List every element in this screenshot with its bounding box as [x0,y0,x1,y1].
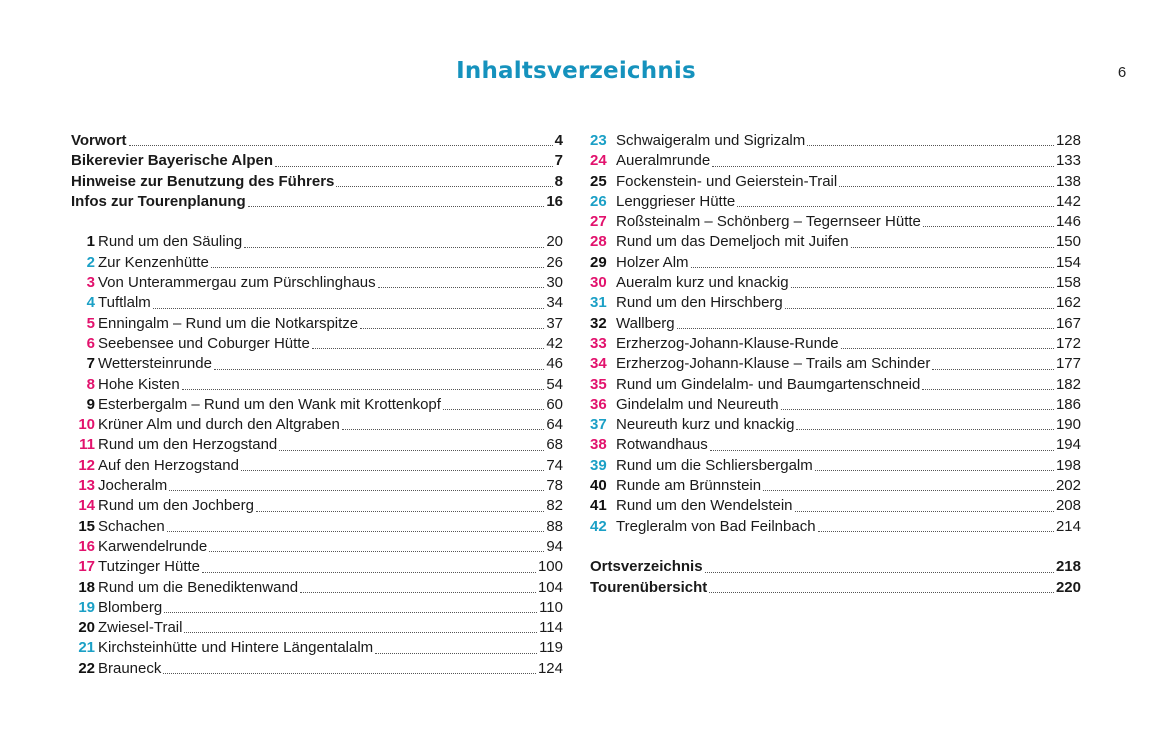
page-reference: 154 [1055,253,1081,271]
dot-leader [248,205,545,207]
toc-tour-entry [590,496,1081,516]
toc-section-entry [590,578,1081,598]
dot-leader [312,347,544,349]
page-reference: 186 [1055,395,1081,413]
page-reference: 202 [1055,477,1081,495]
appendix-list [590,557,1081,598]
page-reference: 114 [539,619,563,637]
tour-number: 2 [86,253,95,271]
dot-leader [807,144,1054,146]
page-reference: 167 [1055,314,1081,332]
dot-leader [164,611,537,613]
tour-number: 25 [590,172,607,190]
page-reference: 194 [1055,436,1081,454]
toc-tour-entry [590,334,1081,354]
dot-leader [214,368,544,370]
dot-leader [795,510,1054,512]
toc-tour-entry [590,354,1081,374]
page-reference: 82 [546,497,563,515]
dot-leader [163,672,536,674]
toc-tour-entry [71,253,563,273]
tour-number: 11 [79,436,95,454]
page-reference: 220 [1055,578,1081,596]
tour-number: 16 [78,537,95,555]
dot-leader [791,286,1054,288]
tour-number: 5 [86,314,95,332]
page-reference: 88 [546,517,563,535]
entry-title: Rund um den Hirschberg [616,294,783,312]
dot-leader [705,571,1054,573]
page-reference: 26 [546,253,563,271]
tour-list-left [71,232,563,679]
tour-number: 28 [590,233,607,251]
page-reference: 46 [546,355,563,373]
entry-title: Lenggrieser Hütte [616,192,736,210]
toc-tour-entry [71,415,563,435]
page-reference: 142 [1055,192,1081,210]
page-reference: 138 [1055,172,1081,190]
page-reference: 20 [546,233,563,251]
toc-tour-entry [71,638,563,658]
page-reference: 208 [1055,497,1081,515]
entry-title: Zur Kenzenhütte [98,253,209,271]
entry-title: Rund um den Herzogstand [98,436,278,454]
dot-leader [785,307,1054,309]
toc-tour-entry [71,557,563,577]
dot-leader [796,428,1054,430]
toc-tour-entry [590,192,1081,212]
tour-number: 40 [590,477,607,495]
entry-title: Vorwort [71,132,127,149]
entry-title: Jocheralm [98,477,168,495]
toc-tour-entry [71,496,563,516]
toc-tour-entry [590,131,1081,151]
toc-tour-entry [71,435,563,455]
tour-number: 21 [78,639,95,657]
page-reference: 74 [546,456,563,474]
dot-leader [818,530,1054,532]
page-reference: 78 [546,477,563,495]
tour-number: 29 [590,253,607,271]
toc-section-entry [590,557,1081,577]
entry-title: Zwiesel-Trail [98,619,183,637]
entry-title: Roßsteinalm – Schönberg – Tegernseer Hütte [616,213,921,231]
dot-leader [336,185,552,187]
entry-title: Von Unterammergau zum Pürschlinghaus [98,274,376,292]
entry-title: Hinweise zur Benutzung des Führers [71,172,335,190]
tour-number: 14 [78,497,95,515]
page-number: 6 [1117,64,1127,81]
tour-list-right [590,131,1081,537]
toc-tour-entry [590,375,1081,395]
entry-title: Karwendelrunde [98,537,208,555]
tour-number: 3 [86,274,95,292]
tour-number: 33 [590,334,607,352]
page-reference: 124 [537,659,563,677]
dot-leader [300,591,536,593]
toc-tour-entry [590,517,1081,537]
entry-title: Brauneck [98,659,162,677]
toc-tour-entry [71,395,563,415]
tour-number: 41 [590,497,607,515]
entry-title: Kirchsteinhütte und Hintere Längentalalm [98,639,374,657]
toc-right-column [590,131,1081,598]
entry-title: Wallberg [616,314,675,332]
tour-number: 6 [86,334,95,352]
dot-leader [279,449,544,451]
entry-title: Erzherzog-Johann-Klause-Runde [616,334,839,352]
dot-leader [244,246,544,248]
tour-number: 4 [86,294,95,312]
entry-title: Wettersteinrunde [98,355,212,373]
toc-tour-entry [71,618,563,638]
toc-tour-entry [71,476,563,496]
dot-leader [839,185,1054,187]
dot-leader [211,266,544,268]
tour-number: 35 [590,375,607,393]
toc-section-entry [71,151,563,171]
dot-leader [851,246,1054,248]
toc-tour-entry [71,273,563,293]
entry-title: Aueralm kurz und knackig [616,274,789,292]
page-reference: 8 [554,172,563,190]
page-reference: 119 [539,639,563,657]
entry-title: Tregleralm von Bad Feilnbach [616,517,816,535]
dot-leader [932,368,1054,370]
toc-left-column [71,131,563,679]
section-gap [590,537,1081,557]
page-reference: 158 [1055,274,1081,292]
page-reference: 133 [1055,152,1081,170]
toc-tour-entry [71,232,563,252]
entry-title: Seebensee und Coburger Hütte [98,334,310,352]
entry-title: Holzer Alm [616,253,689,271]
tour-number: 10 [78,416,95,434]
entry-title: Bikerevier Bayerische Alpen [71,152,274,170]
dot-leader [129,144,553,146]
dot-leader [202,571,536,573]
entry-title: Rund um den Säuling [98,233,243,251]
tour-number: 32 [590,314,607,332]
entry-title: Rund um den Wendelstein [616,497,793,515]
intro-list [71,131,563,212]
dot-leader [375,652,537,654]
page-reference: 34 [546,294,563,312]
toc-tour-entry [590,172,1081,192]
tour-number: 38 [590,436,607,454]
entry-title: Enningalm – Rund um die Notkarspitze [98,314,359,332]
section-gap [71,212,563,232]
dot-leader [841,347,1054,349]
dot-leader [153,307,545,309]
dot-leader [677,327,1054,329]
entry-title: Hohe Kisten [98,375,180,393]
entry-title: Tourenübersicht [590,578,708,596]
entry-title: Runde am Brünnstein [616,477,762,495]
page-reference: 190 [1055,416,1081,434]
dot-leader [709,591,1054,593]
entry-title: Blomberg [98,598,163,616]
toc-tour-entry [71,314,563,334]
page-reference: 218 [1055,558,1081,576]
toc-tour-entry [590,293,1081,313]
toc-tour-entry [71,537,563,557]
entry-title: Schwaigeralm und Sigrizalm [616,132,806,149]
toc-tour-entry [590,456,1081,476]
page-reference: 100 [537,558,563,576]
toc-tour-entry [71,375,563,395]
page-reference: 42 [546,334,563,352]
dot-leader [342,428,544,430]
tour-number: 20 [78,619,95,637]
page-reference: 162 [1055,294,1081,312]
page-reference: 37 [546,314,563,332]
page-reference: 68 [546,436,563,454]
tour-number: 22 [78,659,95,677]
dot-leader [184,631,537,633]
dot-leader [763,489,1054,491]
toc-tour-entry [590,415,1081,435]
tour-number: 17 [78,558,95,576]
toc-section-entry [71,192,563,212]
page-reference: 150 [1055,233,1081,251]
tour-number: 27 [590,213,607,231]
page-reference: 146 [1055,213,1081,231]
toc-tour-entry [71,456,563,476]
toc-tour-entry [71,659,563,679]
toc-tour-entry [71,354,563,374]
page-reference: 198 [1055,456,1081,474]
dot-leader [712,165,1054,167]
toc-tour-entry [590,435,1081,455]
page-reference: 16 [546,192,563,210]
dot-leader [781,408,1054,410]
toc-tour-entry [590,253,1081,273]
tour-number: 39 [590,456,607,474]
entry-title: Rund um Gindelalm- und Baumgartenschneid [616,375,921,393]
tour-number: 30 [590,274,607,292]
dot-leader [275,165,553,167]
dot-leader [378,286,545,288]
page-reference: 64 [546,416,563,434]
toc-tour-entry [590,395,1081,415]
toc-tour-entry [71,334,563,354]
entry-title: Esterbergalm – Rund um den Wank mit Krottenkopf [98,395,441,413]
entry-title: Gindelalm und Neureuth [616,395,779,413]
toc-tour-entry [590,232,1081,252]
toc-section-entry [71,172,563,192]
tour-number: 1 [86,233,95,251]
toc-section-entry [71,131,563,151]
dot-leader [923,225,1054,227]
entry-title: Infos zur Tourenplanung [71,192,246,210]
tour-number: 19 [78,598,95,616]
tour-number: 12 [78,456,95,474]
tour-number: 8 [86,375,95,393]
entry-title: Rund um die Benediktenwand [98,578,299,596]
page-reference: 7 [554,152,563,170]
entry-title: Rotwandhaus [616,436,708,454]
tour-number: 36 [590,395,607,413]
page-reference: 104 [537,578,563,596]
dot-leader [167,530,545,532]
toc-tour-entry [590,476,1081,496]
entry-title: Rund um das Demeljoch mit Juifen [616,233,849,251]
dot-leader [209,550,544,552]
entry-title: Rund um den Jochberg [98,497,254,515]
tour-number: 24 [590,152,607,170]
toc-tour-entry [590,314,1081,334]
page-reference: 54 [546,375,563,393]
tour-number: 26 [590,192,607,210]
toc-tour-entry [71,293,563,313]
entry-title: Schachen [98,517,165,535]
entry-title: Fockenstein- und Geierstein-Trail [616,172,838,190]
tour-number: 18 [78,578,95,596]
toc-tour-entry [71,578,563,598]
tour-number: 37 [590,416,607,434]
entry-title: Erzherzog-Johann-Klause – Trails am Schinder [616,355,931,373]
entry-title: Aueralmrunde [616,152,711,170]
toc-tour-entry [71,598,563,618]
page-reference: 94 [546,537,563,555]
page-reference: 214 [1055,517,1081,535]
dot-leader [737,205,1054,207]
page-reference: 172 [1055,334,1081,352]
tour-number: 9 [86,395,95,413]
tour-number: 31 [590,294,607,312]
dot-leader [241,469,544,471]
entry-title: Ortsverzeichnis [590,558,703,576]
dot-leader [922,388,1054,390]
toc-tour-entry [71,517,563,537]
dot-leader [710,449,1054,451]
tour-number: 42 [590,517,607,535]
page-reference: 182 [1055,375,1081,393]
entry-title: Auf den Herzogstand [98,456,239,474]
entry-title: Krüner Alm und durch den Altgraben [98,416,340,434]
dot-leader [691,266,1054,268]
dot-leader [182,388,545,390]
page-reference: 4 [554,132,563,149]
tour-number: 23 [590,132,607,149]
entry-title: Neureuth kurz und knackig [616,416,795,434]
entry-title: Tutzinger Hütte [98,558,200,576]
dot-leader [815,469,1054,471]
page-reference: 30 [546,274,563,292]
page-title: Inhaltsverzeichnis [456,58,696,84]
tour-number: 7 [86,355,95,373]
entry-title: Tuftlalm [98,294,151,312]
tour-number: 34 [590,355,607,373]
tour-number: 13 [78,477,95,495]
page-reference: 177 [1055,355,1081,373]
toc-tour-entry [590,151,1081,171]
dot-leader [169,489,544,491]
dot-leader [360,327,544,329]
tour-number: 15 [78,517,95,535]
dot-leader [256,510,544,512]
dot-leader [443,408,544,410]
toc-tour-entry [590,273,1081,293]
page-reference: 128 [1055,132,1081,149]
toc-tour-entry [590,212,1081,232]
page-reference: 110 [539,598,563,616]
page-reference: 60 [546,395,563,413]
entry-title: Rund um die Schliersbergalm [616,456,813,474]
